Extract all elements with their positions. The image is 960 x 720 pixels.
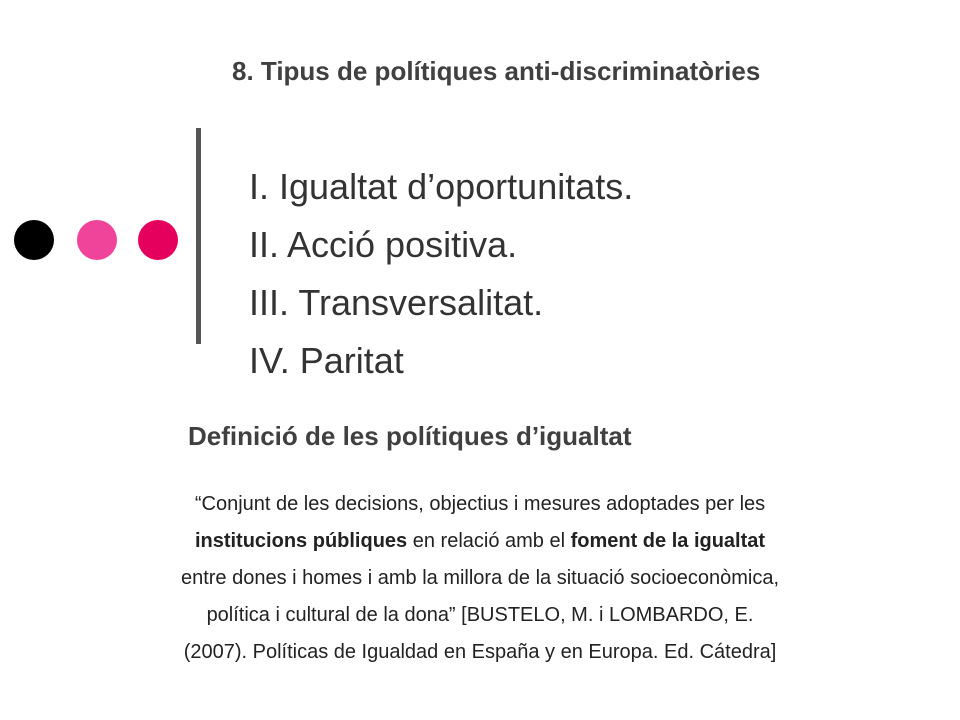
policy-item-positive-action: II. Acció positiva.: [249, 224, 518, 265]
quote-line-2: [120, 523, 840, 560]
quote-line-5: (2007). Políticas de Igualdad en España y en Europa. Ed. Cátedra]: [183, 641, 777, 663]
pink-dot-icon: [77, 220, 117, 260]
policy-item-mainstreaming: III. Transversalitat.: [249, 282, 544, 323]
quote-emphasis-equality: foment de la igualtat: [570, 530, 766, 552]
quote-line-3: entre dones i homes i amb la millora de la situació socioeconòmica,: [180, 567, 780, 589]
policy-item-parity: IV. Paritat: [249, 340, 404, 381]
vertical-divider: [196, 128, 201, 344]
magenta-dot-icon: [138, 220, 178, 260]
policy-list: [249, 158, 633, 390]
slide-title: 8. Tipus de polítiques anti-discriminatòries: [232, 56, 761, 86]
quote-line-1: “Conjunt de les decisions, objectius i mesures adoptades per les: [194, 493, 766, 515]
definition-heading: Definició de les polítiques d’igualtat: [188, 421, 632, 451]
black-dot-icon: [14, 220, 54, 260]
quote-line-2-middle: en relació amb el: [407, 530, 571, 552]
definition-quote: [120, 486, 840, 671]
quote-line-4: política i cultural de la dona” [BUSTELO, M. i LOMBARDO, E.: [206, 604, 754, 626]
quote-emphasis-institutions: institucions públiques: [194, 530, 408, 552]
policy-item-equal-opportunities: I. Igualtat d’oportunitats.: [249, 166, 634, 207]
